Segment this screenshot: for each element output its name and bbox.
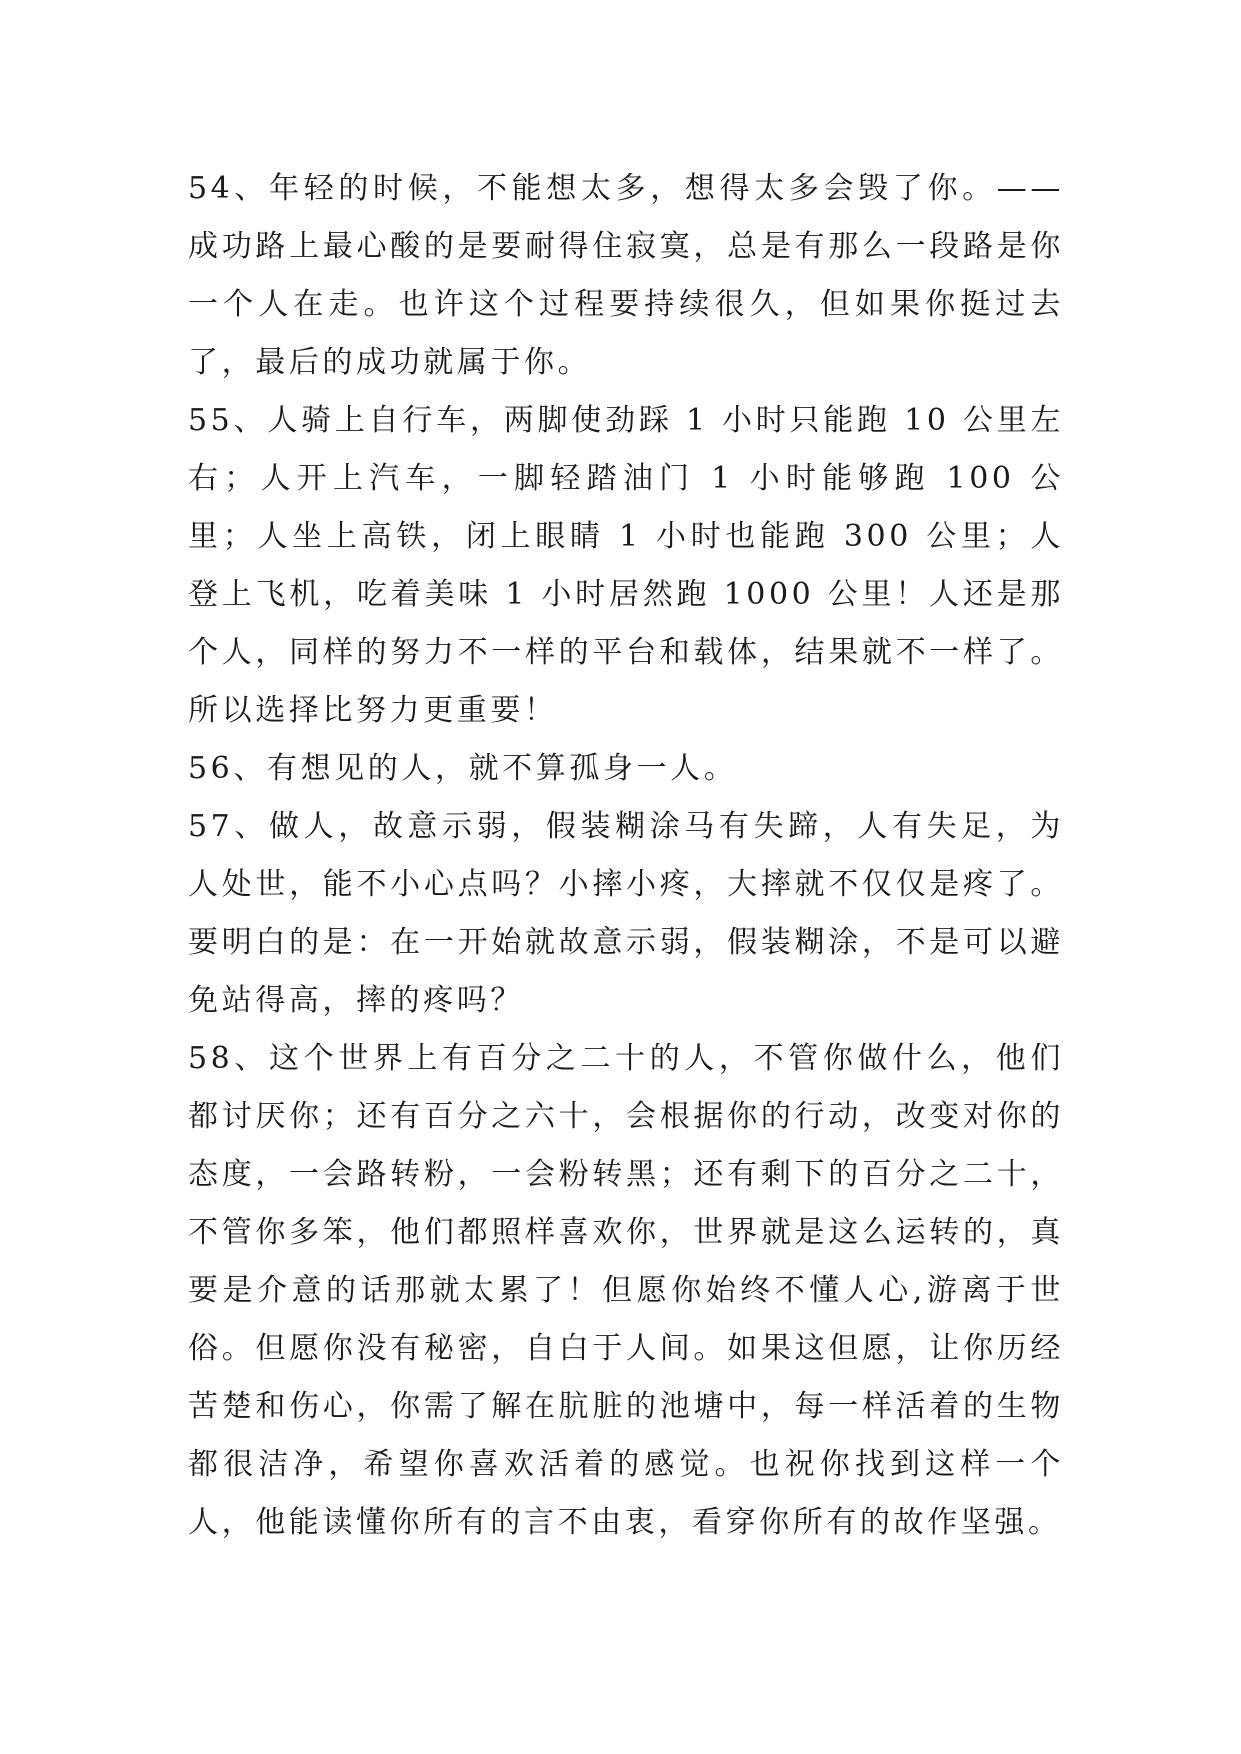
paragraph-57: 57、做人，故意示弱，假装糊涂马有失蹄，人有失足，为人处世，能不小心点吗？小摔小疼，大摔就不仅仅是疼了。要明白的是：在一开始就故意示弱，假装糊涂，不是可以避免站得高，摔的疼吗？ <box>188 809 1064 1018</box>
paragraph-55: 55、人骑上自行车，两脚使劲踩 1 小时只能跑 10 公里左右；人开上汽车，一脚轻踏油门 1 小时能够跑 100 公里；人坐上高铁，闭上眼睛 1 小时也能跑 300 公里；人登上飞机，吃着美味 1 小时居然跑 1000 公里！人还是那个人，同样的努力不一样的平台和载体，结果就不一样了。所以选择比努力更重要！ <box>188 403 1064 728</box>
paragraph-54: 54、年轻的时候，不能想太多，想得太多会毁了你。——成功路上最心酸的是要耐得住寂寞，总是有那么一段路是你一个人在走。也许这个过程要持续很久，但如果你挺过去了，最后的成功就属于你。 <box>188 171 1064 380</box>
paragraph-56: 56、有想见的人，就不算孤身一人。 <box>188 751 738 786</box>
document-body <box>188 160 1064 1552</box>
paragraph-58: 58、这个世界上有百分之二十的人，不管你做什么，他们都讨厌你；还有百分之六十，会根据你的行动，改变对你的态度，一会路转粉，一会粉转黑；还有剩下的百分之二十，不管你多笨，他们都照样喜欢你，世界就是这么运转的，真要是介意的话那就太累了！但愿你始终不懂人心,游离于世俗。但愿你没有秘密，自白于人间。如果这但愿，让你历经苦楚和伤心，你需了解在肮脏的池塘中，每一样活着的生物都很洁净，希望你喜欢活着的感觉。也祝你找到这样一个人，他能读懂你所有的言不由衷，看穿你所有的故作坚强。 <box>188 1041 1064 1540</box>
